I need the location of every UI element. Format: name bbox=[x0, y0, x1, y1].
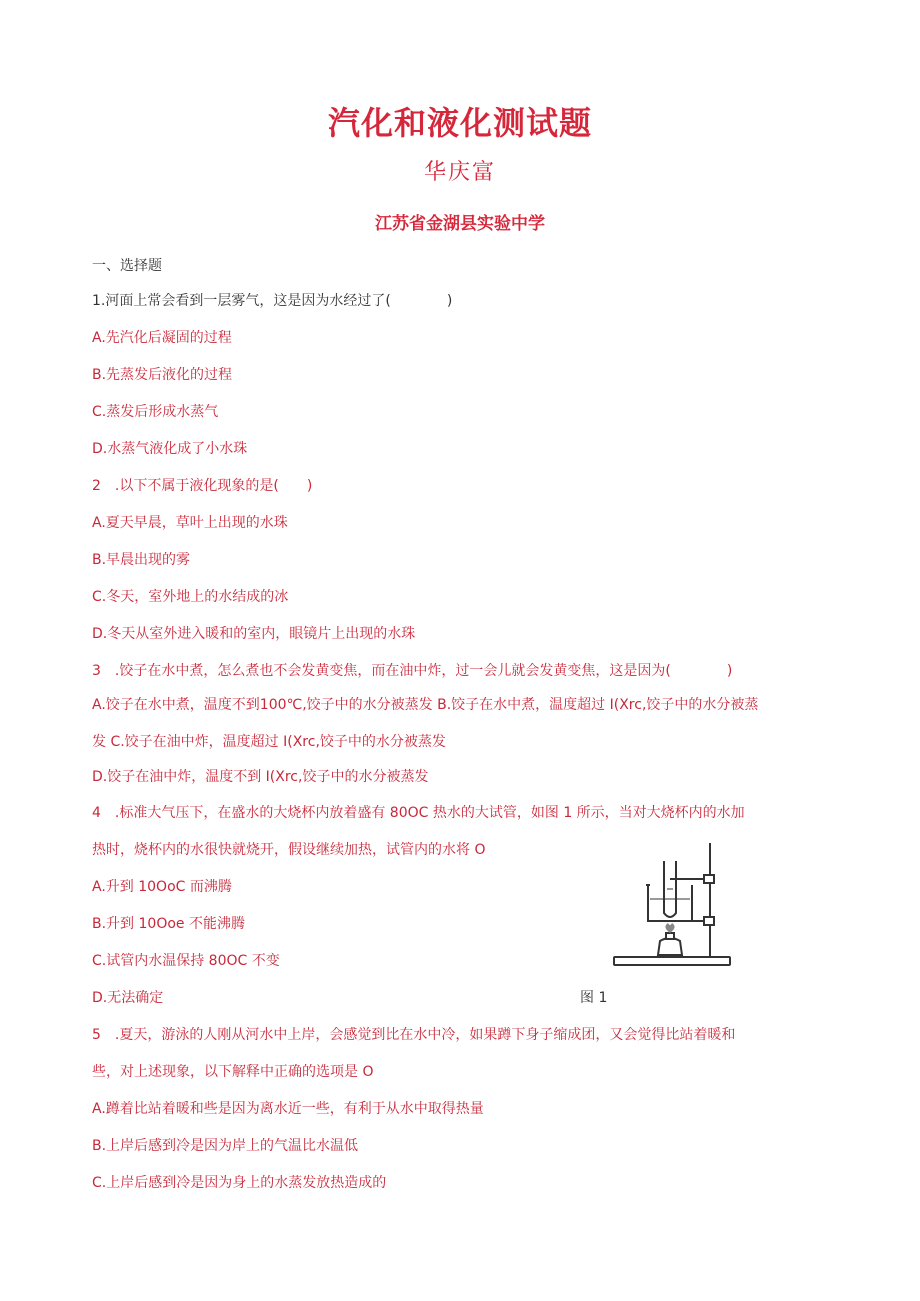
question-4-option-a: A.升到 10OoC 而沸腾 bbox=[92, 879, 232, 895]
question-5-option-b: B.上岸后感到冷是因为岸上的气温比水温低 bbox=[92, 1138, 359, 1154]
question-4-stem-line-1: 4 .标准大气压下，在盛水的大烧杯内放着盛有 80OC 热水的大试管，如图 1 所示，当对大烧杯内的水加 bbox=[92, 805, 745, 821]
figure-label: 图 1 bbox=[580, 990, 608, 1006]
school-name: 江苏省金湖县实验中学 bbox=[375, 214, 545, 234]
question-2-option-a: A.夏天早晨，草叶上出现的水珠 bbox=[92, 515, 288, 531]
page-title: 汽化和液化测试题 bbox=[327, 104, 592, 142]
question-5-option-a: A.蹲着比站着暖和些是因为离水近一些，有利于从水中取得热量 bbox=[92, 1101, 484, 1117]
author-name: 华庆富 bbox=[423, 160, 496, 185]
question-4-option-b: B.升到 10Ooe 不能沸腾 bbox=[92, 916, 245, 932]
question-3-options-line-2: 发 C.饺子在油中炸，温度超过 I(Xrc,饺子中的水分被蒸发 bbox=[92, 734, 446, 750]
question-1-option-c: C.蒸发后形成水蒸气 bbox=[92, 404, 219, 420]
question-2-option-d: D.冬天从室外进入暖和的室内，眼镜片上出现的水珠 bbox=[92, 626, 416, 642]
question-2-stem: 2 .以下不属于液化现象的是( ) bbox=[92, 478, 313, 494]
apparatus-figure bbox=[612, 843, 732, 973]
question-3-options-line-1: A.饺子在水中煮，温度不到100℃,饺子中的水分被蒸发 B.饺子在水中煮，温度超过 I(Xrc,饺子中的水分被蒸 bbox=[92, 697, 759, 713]
question-5-stem-line-1: 5 .夏天，游泳的人刚从河水中上岸，会感觉到比在水中冷，如果蹲下身子缩成团，又会觉得比站着暖和 bbox=[92, 1027, 736, 1043]
question-1-option-a: A.先汽化后凝固的过程 bbox=[92, 330, 232, 346]
flame-icon bbox=[665, 923, 674, 933]
question-4-option-d: D.无法确定 bbox=[92, 990, 164, 1006]
question-4-stem-line-2: 热时，烧杯内的水很快就烧开，假设继续加热，试管内的水将 O bbox=[92, 842, 486, 858]
question-3-option-d: D.饺子在油中炸，温度不到 I(Xrc,饺子中的水分被蒸发 bbox=[92, 769, 429, 785]
section-heading: 一、选择题 bbox=[92, 258, 162, 274]
question-1-option-b: B.先蒸发后液化的过程 bbox=[92, 367, 233, 383]
question-1-stem: 1.河面上常会看到一层雾气，这是因为水经过了( ) bbox=[92, 293, 453, 309]
question-4-option-c: C.试管内水温保持 80OC 不变 bbox=[92, 953, 280, 969]
question-1-option-d: D.水蒸气液化成了小水珠 bbox=[92, 441, 248, 457]
question-2-option-c: C.冬天，室外地上的水结成的冰 bbox=[92, 589, 289, 605]
question-5-option-c: C.上岸后感到冷是因为身上的水蒸发放热造成的 bbox=[92, 1175, 387, 1191]
question-3-stem: 3 .饺子在水中煮，怎么煮也不会发黄变焦，而在油中炸，过一会儿就会发黄变焦，这是因为( ) bbox=[92, 663, 733, 679]
question-2-option-b: B.早晨出现的雾 bbox=[92, 552, 191, 568]
question-5-stem-line-2: 些，对上述现象，以下解释中正确的选项是 O bbox=[92, 1064, 374, 1080]
